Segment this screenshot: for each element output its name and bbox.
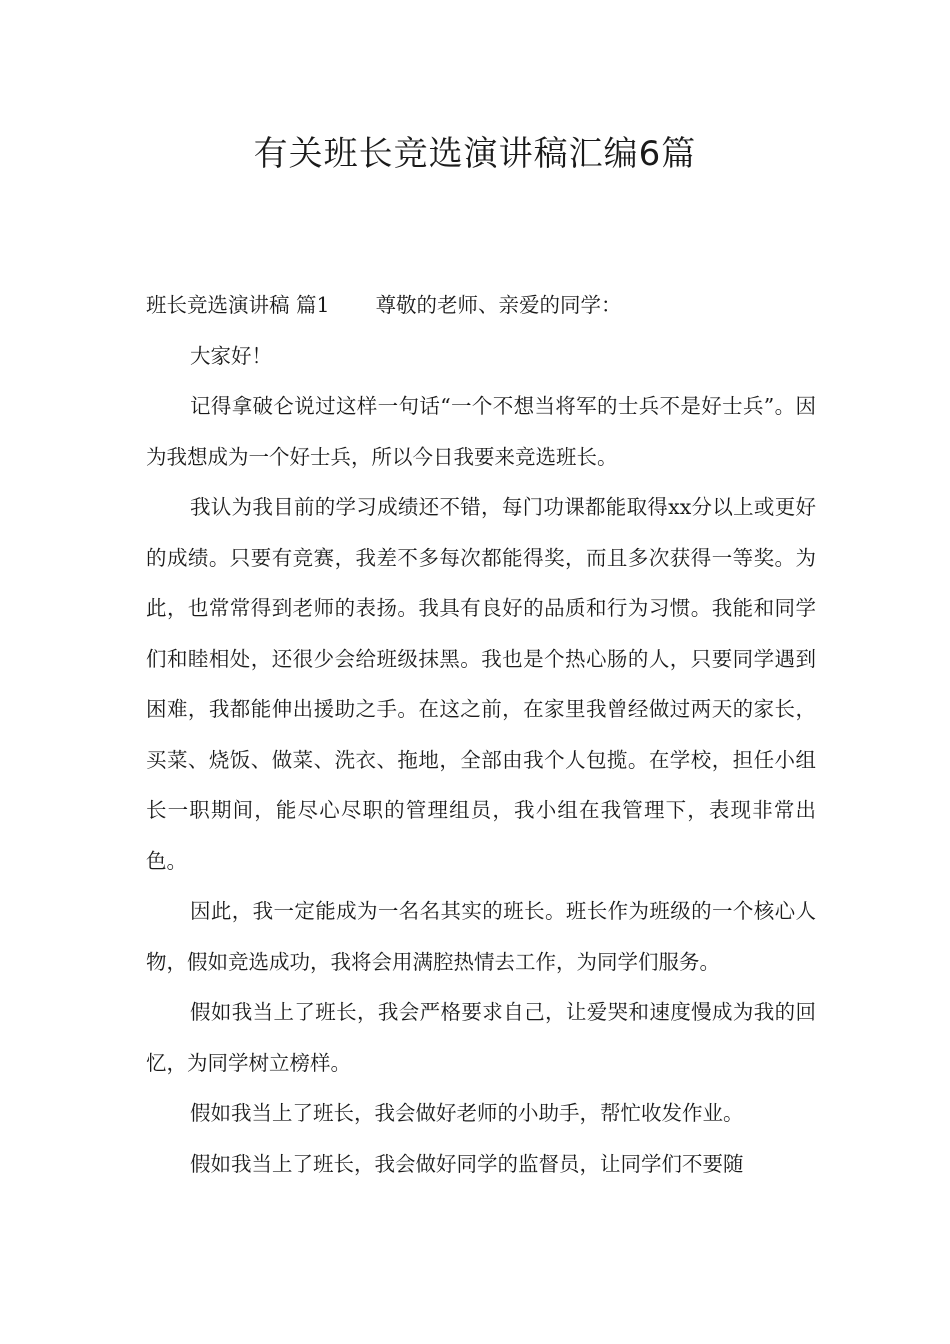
document-title: 有关班长竞选演讲稿汇编6篇 bbox=[253, 134, 697, 174]
paragraph-greeting: 大家好！ bbox=[190, 343, 272, 368]
paragraph-quote: 记得拿破仑说过这样一句话“一个不想当将军的士兵不是好士兵”。因为我想成为一个好士兵，所以今日我要来竞选班长。 bbox=[146, 394, 816, 469]
section-heading-line bbox=[146, 280, 816, 331]
paragraph-achievements: 我认为我目前的学习成绩还不错，每门功课都能取得xx分以上或更好的成绩。只要有竞赛，我差不多每次都能得奖，而且多次获得一等奖。为此，也常常得到老师的表扬。我具有良好的品质和行为习惯。我能和同学们和睦相处，还很少会给班级抹黑。我也是个热心肠的人，只要同学遇到困难，我都能伸出援助之手。在这之前，在家里我曾经做过两天的家长，买菜、烧饭、做菜、洗衣、拖地，全部由我个人包揽。在学校，担任小组长一职期间，能尽心尽职的管理组员，我小组在我管理下，表现非常出色。 bbox=[146, 495, 816, 873]
paragraph-promise-1: 假如我当上了班长，我会严格要求自己，让爱哭和速度慢成为我的回忆，为同学树立榜样。 bbox=[146, 1000, 816, 1075]
paragraph-promise-2: 假如我当上了班长，我会做好老师的小助手，帮忙收发作业。 bbox=[190, 1101, 744, 1125]
section-heading: 班长竞选演讲稿 篇1 bbox=[146, 293, 330, 317]
paragraph-commitment: 因此，我一定能成为一名名其实的班长。班长作为班级的一个核心人物，假如竞选成功，我将会用满腔热情去工作，为同学们服务。 bbox=[146, 899, 816, 974]
salutation: 尊敬的老师、亲爱的同学： bbox=[375, 293, 622, 317]
paragraph-promise-3: 假如我当上了班长，我会做好同学的监督员，让同学们不要随 bbox=[190, 1151, 744, 1176]
document-body bbox=[146, 280, 816, 1189]
